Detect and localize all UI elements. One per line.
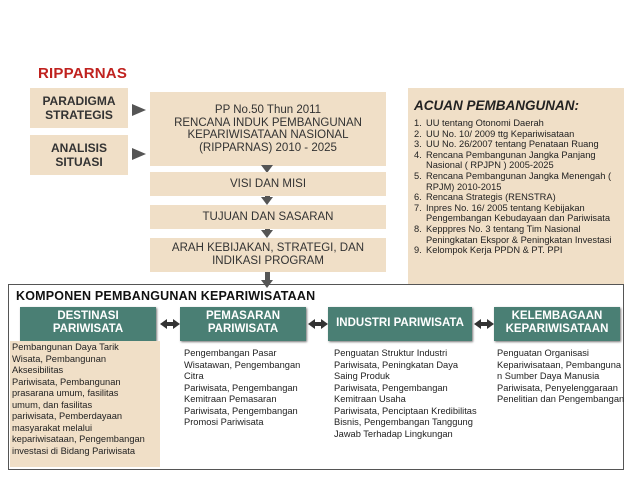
industri-line: Kemitraan Usaha [334, 394, 406, 404]
komponen-title: KOMPONEN PEMBANGUNAN KEPARIWISATAAN [16, 289, 316, 303]
diagram-title: RIPPARNAS [38, 65, 128, 82]
arrow-right-icon [132, 148, 146, 160]
visi-misi-box: VISI DAN MISI [150, 172, 386, 196]
destinasi-line: masyarakat melalui [12, 422, 93, 433]
acuan-item [414, 203, 618, 224]
arrow-down-icon [261, 230, 273, 238]
double-arrow-stem [480, 322, 487, 326]
industri-line: Pariwisata, Peningkatan Daya [334, 359, 459, 370]
kelembagaan-line: Kepariwisataan, Pembanguna [497, 359, 622, 370]
acuan-item [414, 129, 618, 140]
kelembagaan-line: Penelitian dan Pengembangan [497, 394, 625, 404]
destinasi-list [10, 341, 160, 467]
acuan-item-number: 5. [414, 170, 422, 181]
industri-line: Saing Produk [334, 371, 390, 381]
acuan-item [414, 224, 618, 245]
destinasi-header: DESTINASI PARIWISATA [20, 307, 156, 341]
acuan-item-number: 9. [414, 245, 422, 256]
top-bar [0, 0, 638, 22]
arrow-down-icon [261, 197, 273, 205]
destinasi-line: umum, dan fasilitas [12, 399, 93, 410]
acuan-list [414, 118, 618, 256]
ripparnas-plan-box: PP No.50 Thun 2011 RENCANA INDUK PEMBANGUNAN KEPARIWISATAAN NASIONAL (RIPPARNAS) 2010 - 2025 [150, 92, 386, 166]
acuan-item [414, 171, 618, 192]
acuan-pembangunan-panel [408, 88, 624, 284]
acuan-item-number: 2. [414, 128, 422, 139]
acuan-item-text: Rencana Pembangunan Jangka Panjang Nasional ( RPJPN ) 2005-2025 [426, 149, 596, 171]
industri-line: Jawab Terhadap Lingkungan [334, 428, 453, 439]
destinasi-line: Wisata, Pembangunan [12, 353, 107, 364]
arrow-down-icon [261, 280, 273, 288]
paradigma-strategis-box: PARADIGMA STRATEGIS [30, 88, 128, 128]
acuan-item [414, 245, 618, 256]
double-arrow-stem [314, 322, 321, 326]
acuan-item [414, 139, 618, 150]
acuan-item-number: 4. [414, 149, 422, 160]
destinasi-line: prasarana umum, fasilitas [12, 388, 119, 398]
acuan-item-text: Rencana Pembangunan Jangka Menengah ( RPJM) 2010-2015 [426, 170, 612, 192]
pemasaran-line: Pariwisata, Pengembangan [184, 382, 298, 393]
pemasaran-line: Promosi Pariwisata [184, 417, 264, 427]
double-arrow-right-icon [321, 319, 328, 329]
acuan-item-number: 1. [414, 118, 422, 128]
kelembagaan-header: KELEMBAGAAN KEPARIWISATAAN [494, 307, 620, 341]
acuan-item-number: 6. [414, 192, 422, 203]
destinasi-line: Pembangunan Daya Tarik [12, 342, 119, 352]
double-arrow-right-icon [487, 319, 494, 329]
pemasaran-list [184, 348, 314, 429]
kelembagaan-line: Pariwisata, Penyelenggaraan [497, 382, 618, 393]
destinasi-line: Aksesibilitas [12, 365, 64, 375]
acuan-item-number: 8. [414, 223, 422, 234]
acuan-item-number: 7. [414, 202, 422, 213]
acuan-item-text: UU No. 10/ 2009 ttg Kepariwisataan [426, 128, 575, 139]
acuan-item-text: Inpres No. 16/ 2005 tentang Kebijakan Pengembangan Kebudayaan dan Pariwisata [426, 202, 611, 224]
industri-header: INDUSTRI PARIWISATA [328, 307, 472, 341]
kelembagaan-line: n Sumber Daya Manusia [497, 371, 600, 381]
acuan-item-text: Kepppres No. 3 tentang Tim Nasional Peningkatan Ekspor & Peningkatan Investasi [426, 223, 612, 245]
pemasaran-line: Pengembangan Pasar [184, 348, 277, 358]
industri-line: Pariwisata, Pengembangan [334, 382, 448, 393]
analisis-situasi-box: ANALISIS SITUASI [30, 135, 128, 175]
pemasaran-line: Citra [184, 371, 204, 381]
acuan-item [414, 192, 618, 203]
kelembagaan-line: Penguatan Organisasi [497, 348, 589, 358]
destinasi-line: Pariwisata, Pembangunan [12, 376, 121, 387]
acuan-item [414, 150, 618, 171]
acuan-item-text: UU tentang Otonomi Daerah [426, 118, 544, 128]
pemasaran-line: Kemitraan Pemasaran [184, 394, 277, 404]
acuan-item-text: UU No. 26/2007 tentang Penataan Ruang [426, 139, 599, 150]
pemasaran-header: PEMASARAN PARIWISATA [180, 307, 306, 341]
acuan-item [414, 118, 618, 129]
destinasi-line: investasi di Bidang Pariwisata [12, 445, 135, 456]
industri-line: Bisnis, Pengembangan Tanggung [334, 417, 473, 427]
arrow-right-icon [132, 104, 146, 116]
industri-line: Penguatan Struktur Industri [334, 348, 448, 358]
kelembagaan-list [497, 348, 623, 406]
double-arrow-stem [166, 322, 173, 326]
tujuan-sasaran-box: TUJUAN DAN SASARAN [150, 205, 386, 229]
industri-list [334, 348, 482, 440]
industri-line: Pariwisata, Penciptaan Kredibilitas [334, 405, 477, 416]
destinasi-line: pariwisata, Pemberdayaan [12, 411, 123, 421]
destinasi-line: kepariwisataan, Pengembangan [12, 434, 145, 444]
pemasaran-line: Wisatawan, Pengembangan [184, 359, 301, 370]
acuan-item-number: 3. [414, 139, 422, 150]
double-arrow-right-icon [173, 319, 180, 329]
acuan-title: ACUAN PEMBANGUNAN: [414, 98, 579, 113]
arah-kebijakan-box: ARAH KEBIJAKAN, STRATEGI, DAN INDIKASI PROGRAM [150, 238, 386, 272]
pemasaran-line: Pariwisata, Pengembangan [184, 405, 298, 416]
acuan-item-text: Rencana Strategis (RENSTRA) [426, 192, 556, 203]
acuan-item-text: Kelompok Kerja PPDN & PT. PPI [426, 245, 563, 256]
